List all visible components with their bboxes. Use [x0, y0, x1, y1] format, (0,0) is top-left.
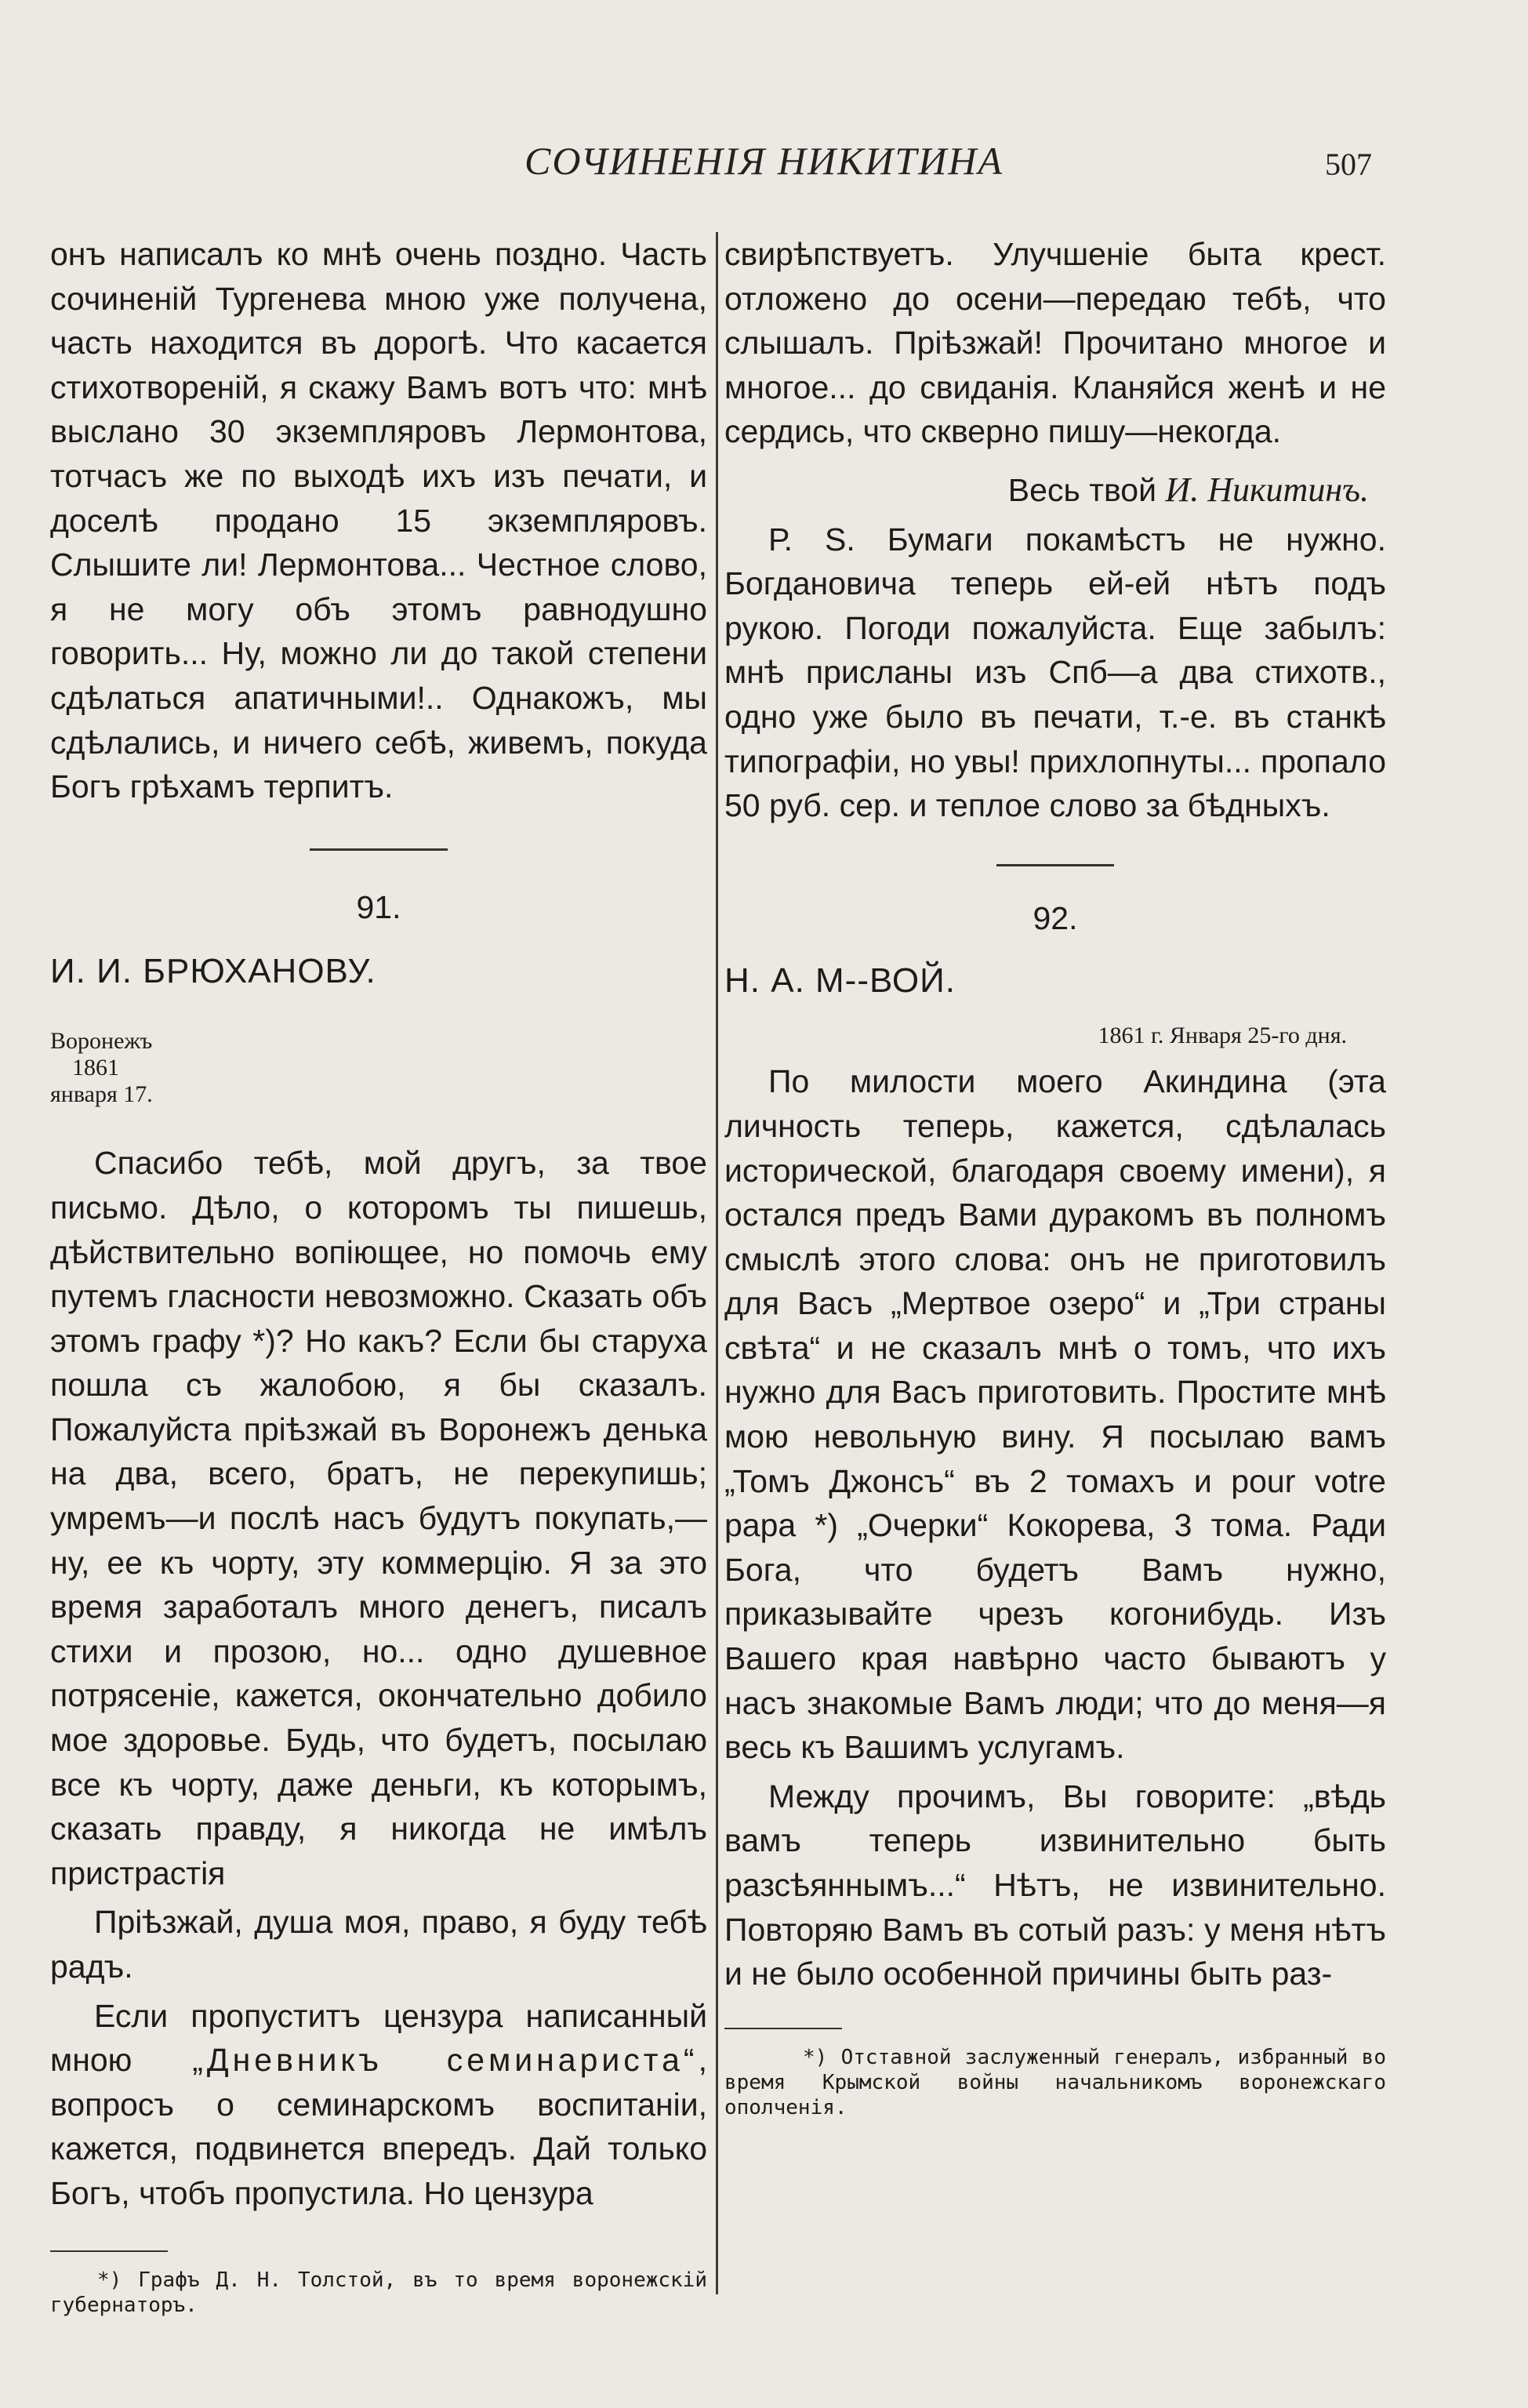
letter-91-paragraph-1: Спасибо тебѣ, мой другъ, за твое письмо. Дѣло, о которомъ ты пишешь, дѣйствительно вопіющее, но помочь ему путемъ гласности невозможно. Сказать объ этомъ графу *)? Но какъ? Если бы старуха пошла съ жалобою, я бы сказалъ. Пожалуйста пріѣзжай въ Воронежъ денька на два, всего, братъ, не перекупишь; умремъ—и послѣ насъ будутъ покупать,—ну, ее къ чорту, эту коммерцію. Я за это время заработалъ много денегъ, писалъ стихи и прозою, но... одно душевное потрясеніе, кажется, окончательно добило мое здоровье. Будь, что будетъ, посылаю все къ чорту, даже деньги, къ которымъ, сказать правду, я никогда не имѣлъ пристрастія — [50, 1145, 707, 1891]
running-header-title: СОЧИНЕНІЯ НИКИТИНА — [524, 139, 1004, 183]
letter-91-date-day: января 17. — [50, 1081, 153, 1108]
right-column — [724, 232, 1386, 2120]
letter-92-addressee: Н. А. М--ВОЙ. — [724, 961, 956, 1001]
letter-number-92: 92. — [1033, 899, 1078, 936]
letter-91-signature — [724, 468, 1369, 513]
signature-name: И. Никитинъ. — [1165, 470, 1369, 509]
letter-91-date-place: Воронежъ — [50, 1028, 153, 1055]
letter-91-addressee: И. И. БРЮХАНОВУ. — [50, 952, 376, 991]
footnote-left: *) Графъ Д. Н. Толстой, въ то время воронежскій губернаторъ. — [50, 2268, 707, 2317]
footnote-rule-right — [724, 2028, 842, 2029]
footnote-right: *) Отставной заслуженный генералъ, избранный во время Крымской войны начальникомъ воронежскаго ополченія. — [724, 2045, 1386, 2119]
section-separator-rule — [310, 848, 448, 851]
letter-92-paragraph-1: По милости моего Акиндина (эта личность теперь, кажется, сдѣлалась исторической, благодаря своему имени), я остался предъ Вами дуракомъ въ полномъ смыслѣ этого слова: онъ не приготовилъ для Васъ „Мертвое озеро“ и „Три страны свѣта“ и не сказалъ мнѣ о томъ, что ихъ нужно для Васъ приготовить. Простите мнѣ мою невольную вину. Я посылаю вамъ „Томъ Джонсъ“ въ 2 томахъ и pour votre papa *) „Очерки“ Кокорева, 3 тома. Ради Бога, что будетъ Вамъ нужно, приказывайте чрезъ когонибудь. Изъ Вашего края навѣрно часто бываютъ у насъ знакомые Вамъ люди; что до меня—я весь къ Вашимъ услугамъ. — [724, 1063, 1386, 1766]
letter-91-paragraph-2: Пріѣзжай, душа моя, право, я буду тебѣ радъ. — [50, 1904, 707, 1985]
signature-prefix: Весь твой — [1007, 471, 1157, 508]
letter-90-ending-text: онъ написалъ ко мнѣ очень поздно. Часть сочиненій Тургенева мною уже получена, часть находится въ дорогѣ. Что касается стихотвореній, я скажу Вамъ вотъ что: мнѣ выслано 30 экземпляровъ Лермонтова, тотчасъ же по выходѣ ихъ изъ печати, и доселѣ продано 15 экземпляровъ. Слышите ли! Лермонтова... Честное слово, я не могу объ этомъ равнодушно говорить... Ну, можно ли до такой степени сдѣлаться апатичными!.. Однакожъ, мы сдѣлались, и ничего себѣ, живемъ, покуда Богъ грѣхамъ терпитъ. — [50, 236, 707, 805]
left-column — [50, 232, 707, 2318]
letter-92-paragraph-2: Между прочимъ, Вы говорите: „вѣдь вамъ теперь извинительно быть разсѣяннымъ...“ Нѣтъ, не извинительно. Повторяю Вамъ въ сотый разъ: у меня нѣтъ и не было особенной причины быть раз- — [724, 1778, 1386, 1992]
paragraph-3-end: , вопросъ о семинарскомъ воспитаніи, кажется, подвинется впередъ. Дай только Богъ, чтобъ пропустила. Но цензура — [50, 2042, 707, 2211]
column-divider — [716, 232, 718, 2294]
letter-91-continuation: свирѣпствуетъ. Улучшеніе быта крест. отложено до осени—передаю тебѣ, что слышалъ. Пріѣзжай! Прочитано многое и многое... до свиданія. Кланяйся женѣ и не сердись, что скверно пишу—некогда. — [724, 236, 1386, 450]
footnote-rule-left — [50, 2250, 168, 2252]
page-number: 507 — [1325, 147, 1372, 182]
postscript-paragraph: Р. S. Бумаги покамѣстъ не нужно. Богдановича теперь ей-ей нѣтъ подъ рукою. Погоди пожалуйста. Еще забылъ: мнѣ присланы изъ Спб—а два стихотв., одно уже было въ печати, т.-е. въ станкѣ типографіи, но увы! прихлопнуты... пропало 50 руб. сер. и теплое слово за бѣдныхъ. — [724, 521, 1386, 824]
letter-91-paragraph-3 — [50, 1994, 707, 2216]
letter-92-dateline: 1861 г. Января 25-го дня. — [1098, 1022, 1347, 1049]
letter-number-91: 91. — [356, 888, 401, 925]
section-separator-rule-right — [996, 864, 1114, 866]
letter-91-date-year: 1861 — [72, 1055, 119, 1081]
diary-title-spaced: „Дневникъ семинариста“ — [192, 2042, 699, 2079]
paragraph-3-start: Если пропуститъ цензура написанный мною — [50, 1997, 707, 2079]
